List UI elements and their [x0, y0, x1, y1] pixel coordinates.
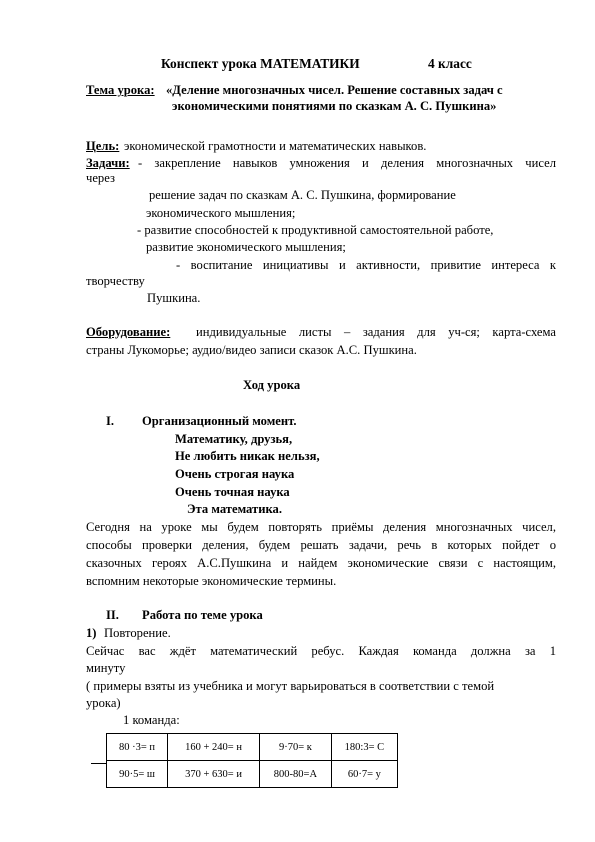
topic-line-1: «Деление многозначных чисел. Решение составных задач с — [166, 83, 503, 97]
section-1-title: Организационный момент. — [142, 414, 297, 428]
item-1-number: 1) — [86, 626, 97, 640]
tasks-line-5: развитие экономического мышления; — [146, 240, 346, 254]
tasks-line-4: - развитие способностей к продуктивной самостоятельной работе, — [137, 223, 494, 237]
intro-para-line: способы проверки деления, будем решать задачи, речь в которых пойдет о — [86, 538, 556, 552]
course-heading: Ход урока — [243, 378, 301, 392]
tasks-label: Задачи: — [86, 156, 130, 170]
section-2-number: II. — [106, 608, 119, 622]
intro-para-line: вспомним некоторые экономические термины. — [86, 574, 337, 588]
poem-line: Математику, друзья, — [175, 432, 293, 446]
table-cell: 90·5= ш — [107, 761, 168, 788]
rebus-intro-line-1: Сейчас вас ждёт математический ребус. Каждая команда должна за 1 — [86, 644, 556, 658]
section-1-number: I. — [106, 414, 115, 428]
topic-line-2: экономическими понятиями по сказкам А. С. Пушкина» — [172, 99, 497, 113]
table-cell: 80 ·3= п — [107, 734, 168, 761]
poem-line: Эта математика. — [187, 502, 282, 516]
table-cell: 370 + 630= и — [168, 761, 260, 788]
team-label: 1 команда: — [123, 713, 180, 727]
tasks-line-1b: через — [86, 171, 115, 185]
note-line-2: урока) — [86, 696, 121, 710]
rebus-table — [106, 733, 398, 788]
table-cell: 180:3= С — [331, 734, 397, 761]
poem-line: Не любить никак нельзя, — [175, 449, 320, 463]
tasks-line-6: - воспитание инициативы и активности, привитие интереса к — [176, 258, 556, 272]
section-2-title: Работа по теме урока — [142, 608, 263, 622]
table-row — [107, 734, 398, 761]
tasks-line-2: решение задач по сказкам А. С. Пушкина, формирование — [149, 188, 456, 202]
tasks-line-7: Пушкина. — [147, 291, 201, 305]
equipment-line-2: страны Лукоморье; аудио/видео записи сказок А.С. Пушкина. — [86, 343, 417, 357]
goal-label: Цель: — [86, 139, 120, 153]
table-cell: 160 + 240= н — [168, 734, 260, 761]
table-cell: 800-80=А — [260, 761, 332, 788]
margin-line — [91, 763, 106, 764]
equipment-label: Оборудование: — [86, 325, 171, 339]
item-1-title: Повторение. — [104, 626, 171, 640]
grade-label: 4 класс — [428, 56, 472, 71]
intro-para-line: Сегодня на уроке мы будем повторять приёмы деления многозначных чисел, — [86, 520, 556, 534]
tasks-line-1: - закрепление навыков умножения и деления многозначных чисел — [138, 156, 556, 170]
table-row — [107, 761, 398, 788]
tasks-line-6b: творчеству — [86, 274, 145, 288]
tasks-line-3: экономического мышления; — [146, 206, 296, 220]
poem-line: Очень строгая наука — [175, 467, 295, 481]
rebus-intro-line-2: минуту — [86, 661, 126, 675]
poem-line: Очень точная наука — [175, 485, 290, 499]
goal-text: экономической грамотности и математических навыков. — [124, 139, 427, 153]
topic-label: Тема урока: — [86, 83, 155, 97]
table-cell: 60·7= у — [331, 761, 397, 788]
page-title: Конспект урока МАТЕМАТИКИ — [161, 56, 360, 71]
intro-para-line: сказочных героях А.С.Пушкина и найдем экономические связи с настоящим, — [86, 556, 556, 570]
note-line-1: ( примеры взяты из учебника и могут варьироваться в соответствии с темой — [86, 679, 495, 693]
equipment-line-1: индивидуальные листы – задания для уч-ся; карта-схема — [196, 325, 556, 339]
table-cell: 9·70= к — [260, 734, 332, 761]
